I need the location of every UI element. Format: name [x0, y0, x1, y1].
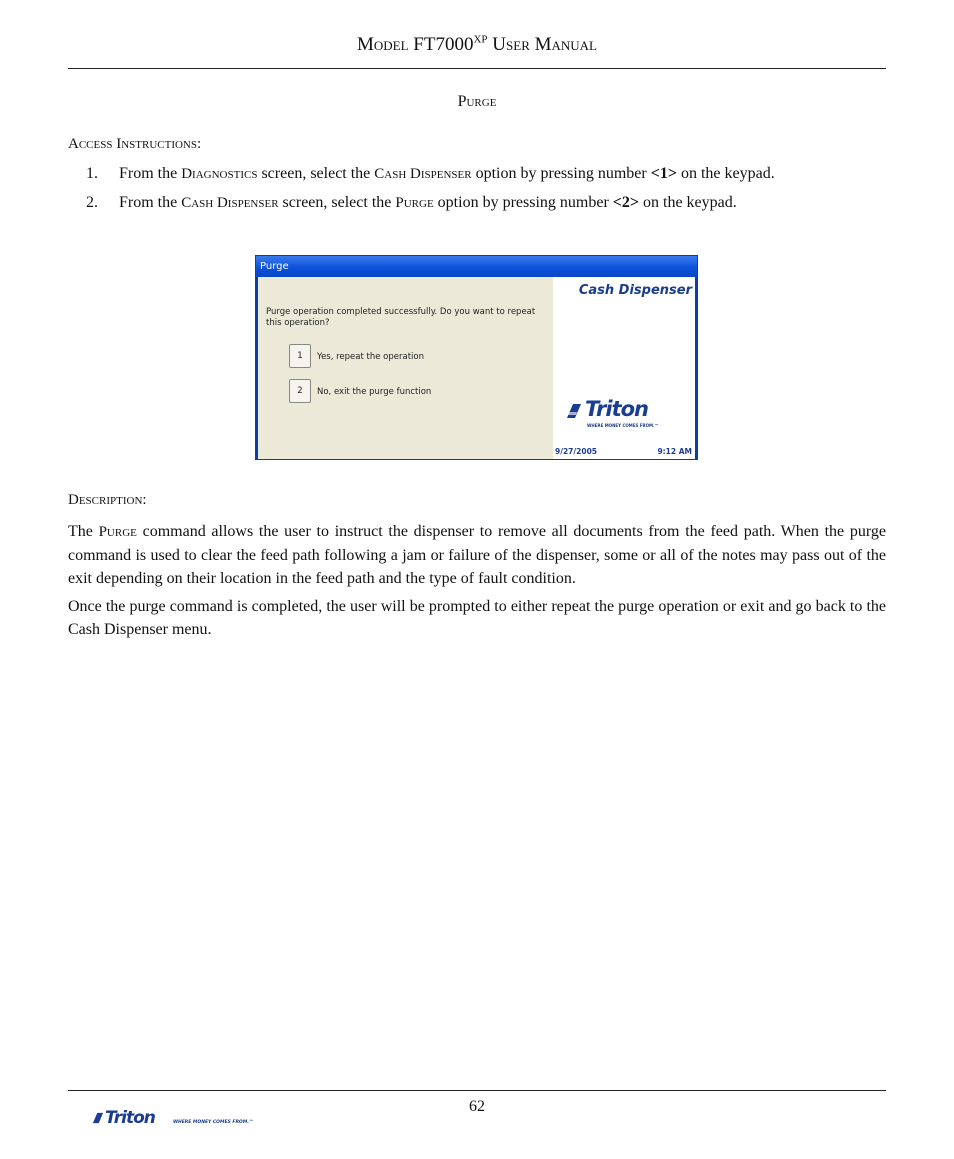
screen-time: 9:12 AM — [657, 447, 692, 456]
cash-dispenser-panel — [553, 277, 695, 459]
purge-screen-window — [255, 255, 698, 460]
footer-triton-logo: Triton WHERE MONEY COMES FROM.™ — [90, 1108, 260, 1134]
window-body — [258, 277, 695, 459]
header-rule — [68, 68, 886, 69]
footer-rule — [68, 1090, 886, 1091]
option-2-label: No, exit the purge function — [317, 387, 432, 397]
instruction-step-1: 1. From the Diagnostics screen, select the Cash Dispenser option by pressing number <1> on the keypad. — [86, 165, 775, 182]
option-1-button[interactable]: 1 — [289, 344, 311, 368]
triton-emblem-icon — [90, 1110, 106, 1126]
description-heading: Description: — [68, 492, 147, 508]
cash-dispenser-title: Cash Dispenser — [578, 283, 692, 298]
triton-emblem-icon — [563, 400, 585, 422]
instruction-step-2: 2. From the Cash Dispenser screen, select the Purge option by pressing number <2> on the keypad. — [86, 194, 737, 211]
purge-prompt-text: Purge operation completed successfully. Do you want to repeat this operation? — [266, 307, 536, 328]
option-1-label: Yes, repeat the operation — [317, 352, 424, 362]
option-2-button[interactable]: 2 — [289, 379, 311, 403]
manual-header-title: Model $FT7000^{XP}$ User Manual — [357, 33, 597, 55]
section-title: Purge — [457, 93, 497, 110]
access-instructions-heading: Access Instructions: — [68, 136, 202, 152]
description-paragraph-2: Once the purge command is completed, the user will be prompted to either repeat the purge operation or exit and go back to the Cash Dispenser menu. — [68, 598, 886, 638]
triton-logo: Triton WHERE MONEY COMES FROM.™ — [563, 397, 688, 437]
description-paragraph-1: The Purge command allows the user to instruct the dispenser to remove all documents from the feed path. When the purge command is used to clear the feed path following a jam or failure of the dispenser, some or all of the notes may pass out of the exit depending on their location in the feed path and the type of fault condition. — [68, 523, 887, 587]
screen-date: 9/27/2005 — [555, 447, 598, 456]
page-number: 62 — [469, 1098, 485, 1115]
window-titlebar: Purge — [256, 256, 697, 277]
